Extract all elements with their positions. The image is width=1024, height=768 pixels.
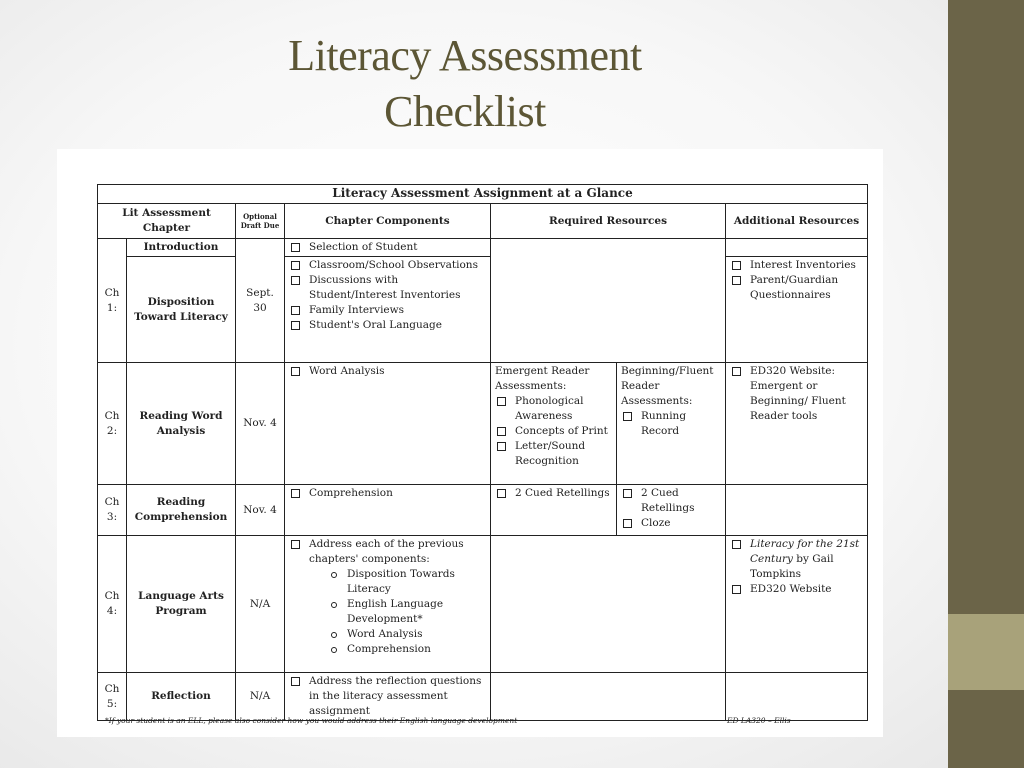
table-caption: Literacy Assessment Assignment at a Glance: [98, 185, 868, 204]
ch4-components: [285, 536, 491, 673]
checkbox-item: ED320 Website: [730, 582, 863, 597]
bullet-item: Disposition Towards Literacy: [327, 567, 486, 597]
checkbox-item: Family Interviews: [289, 303, 486, 318]
ch2-fluent: [617, 363, 726, 485]
checkbox-item: Discussions with Student/Interest Inventories: [289, 273, 486, 303]
checkbox-item: Word Analysis: [289, 364, 486, 379]
ch3-number: Ch 3:: [98, 485, 127, 536]
checkbox-item: Address the reflection questions in the literacy assessment assignment: [289, 674, 486, 719]
checkbox-item: [289, 537, 486, 657]
checkbox-item: Classroom/School Observations: [289, 258, 486, 273]
assessment-table: [97, 184, 868, 721]
ch1-intro-additional: [726, 239, 868, 257]
checkbox-item: Selection of Student: [289, 240, 486, 255]
side-accent-block: [948, 614, 1024, 690]
checkbox-item: Interest Inventories: [730, 258, 863, 273]
checkbox-item: Letter/Sound Recognition: [495, 439, 612, 469]
checkbox-item: Concepts of Print: [495, 424, 612, 439]
checkbox-item: ED320 Website: Emergent or Beginning/ Fluent Reader tools: [730, 364, 863, 424]
table-credit: ED LA320 – Ellis: [727, 716, 791, 725]
checkbox-item: Cloze: [621, 516, 721, 531]
header-components: Chapter Components: [285, 204, 491, 239]
checkbox-item: Running Record: [621, 409, 721, 439]
checkbox-item: Comprehension: [289, 486, 486, 501]
header-due: Optional Draft Due: [236, 204, 285, 239]
checkbox-item: Parent/Guardian Questionnaires: [730, 273, 863, 303]
ch3-components: [285, 485, 491, 536]
ch4-due: N/A: [236, 536, 285, 673]
ch5-due: N/A: [236, 673, 285, 721]
ch5-required: [491, 673, 726, 721]
ch4-component-main: Address each of the previous chapters' components:: [309, 538, 464, 565]
ch1-intro-component: [285, 239, 491, 257]
ch2-name: Reading Word Analysis: [127, 363, 236, 485]
ch5-name: Reflection: [127, 673, 236, 721]
ch4-name: Language Arts Program: [127, 536, 236, 673]
checklist-sheet: [57, 149, 883, 737]
checkbox-item: Phonological Awareness: [495, 394, 612, 424]
slide-title: [230, 28, 700, 140]
ch2-emergent: [491, 363, 617, 485]
ch4-additional: [726, 536, 868, 673]
checkbox-item: [730, 537, 863, 582]
ch1-name: Disposition Toward Literacy: [127, 257, 236, 363]
ch1-intro-label: Introduction: [127, 239, 236, 257]
ch4-required: [491, 536, 726, 673]
table-footnote: *If your student is an ELL, please also consider how you would address their English language development: [105, 716, 518, 725]
ch5-components: [285, 673, 491, 721]
bullet-item: Comprehension: [327, 642, 486, 657]
ch2-additional: [726, 363, 868, 485]
ch2-due: Nov. 4: [236, 363, 285, 485]
header-required: Required Resources: [491, 204, 726, 239]
ch3-due: Nov. 4: [236, 485, 285, 536]
ch1-required: [491, 239, 726, 363]
fluent-label: Beginning/Fluent Reader Assessments:: [621, 365, 714, 407]
ch3-fluent: [617, 485, 726, 536]
checkbox-item: 2 Cued Retellings: [495, 486, 612, 501]
header-additional: Additional Resources: [726, 204, 868, 239]
bullet-item: Word Analysis: [327, 627, 486, 642]
ch2-number: Ch 2:: [98, 363, 127, 485]
ch1-due: Sept. 30: [236, 239, 285, 363]
ch2-components: [285, 363, 491, 485]
slide-title-line2: Checklist: [384, 87, 546, 136]
checkbox-item: 2 Cued Retellings: [621, 486, 721, 516]
book-title: Literacy for the 21st Century: [750, 538, 860, 565]
slide-title-line1: Literacy Assessment: [288, 31, 642, 80]
ch3-emergent: [491, 485, 617, 536]
ch1-additional: [726, 257, 868, 363]
book-author: by Gail Tompkins: [750, 553, 834, 580]
ch5-additional: [726, 673, 868, 721]
emergent-label: Emergent Reader Assessments:: [495, 365, 590, 392]
header-chapter: Lit Assessment Chapter: [98, 204, 236, 239]
checkbox-item: Student's Oral Language: [289, 318, 486, 333]
ch3-additional: [726, 485, 868, 536]
ch1-number: Ch 1:: [98, 239, 127, 363]
ch5-number: Ch 5:: [98, 673, 127, 721]
ch3-name: Reading Comprehension: [127, 485, 236, 536]
ch4-number: Ch 4:: [98, 536, 127, 673]
ch1-components: [285, 257, 491, 363]
bullet-item: English Language Development*: [327, 597, 486, 627]
